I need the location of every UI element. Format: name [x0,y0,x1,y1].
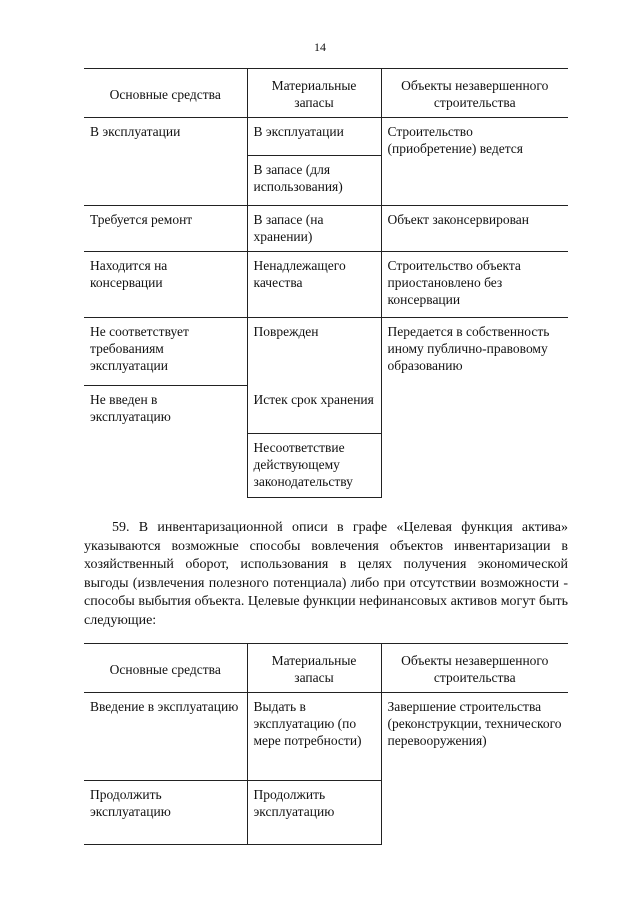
table-row [84,318,568,386]
cell-fixed-assets-status: Требуется ремонт [84,206,247,252]
header-fixed-assets: Основные средства [84,69,247,118]
asset-target-function-table [84,643,568,845]
header-inventories: Материальные запасы [247,69,381,118]
cell-inventory-status: В запасе (на хранении) [247,206,381,252]
cell-fixed-assets-status: Не введен в эксплуатацию [84,386,247,498]
table-row [84,206,568,252]
header-fixed-assets: Основные средства [84,644,247,693]
table-header-row [84,644,568,693]
header-construction-in-progress: Объекты незавершенного строительства [381,644,568,693]
cell-fixed-assets-status: Находится на консервации [84,252,247,318]
cell-construction-function: Завершение строительства (реконструкции, технического перевооружения) [387,699,562,748]
cell-fixed-assets-function: Продолжить эксплуатацию [84,781,247,845]
cell-inventory-status: В эксплуатации [247,118,381,156]
cell-inventory-status: Истек срок хранения [247,386,381,434]
header-construction-in-progress: Объекты незавершенного строительства [381,69,568,118]
table-row [84,693,568,781]
cell-fixed-assets-status: В эксплуатации [90,124,181,139]
header-inventories: Материальные запасы [247,644,381,693]
table-header-row [84,69,568,118]
table-row [84,252,568,318]
cell-inventory-status: В запасе (для использования) [247,156,381,206]
cell-construction-status: Строительство объекта приостановлено без консервации [381,252,568,318]
cell-fixed-assets-status: Не соответствует требованиям эксплуатации [84,318,247,386]
cell-fixed-assets-function: Введение в эксплуатацию [90,699,239,714]
page-number: 14 [314,40,326,54]
cell-construction-status: Передается в собственность иному публично-правовому образованию [381,318,568,498]
cell-inventory-status: Ненадлежащего качества [247,252,381,318]
cell-inventory-status: Поврежден [247,318,381,386]
cell-construction-status: Объект законсервирован [381,206,568,252]
paragraph-59: 59. В инвентаризационной описи в графе «Целевая функция актива» указываются возможные способы вовлечения объектов инвентаризации в хозяйственный оборот, использования в целях получения экономической выгоды (извлечения полезного потенциала) либо при отсутствии возможности - способы выбытия объекта. Целевые функции нефинансовых активов могут быть следующие: [84,520,568,628]
cell-inventory-function: Продолжить эксплуатацию [247,781,381,845]
cell-construction-status: Строительство (приобретение) ведется [387,124,523,156]
table-row [84,118,568,156]
cell-inventory-function: Выдать в эксплуатацию (по мере потребности) [247,693,381,781]
asset-status-table [84,68,568,498]
cell-inventory-status: Несоответствие действующему законодательству [247,434,381,498]
